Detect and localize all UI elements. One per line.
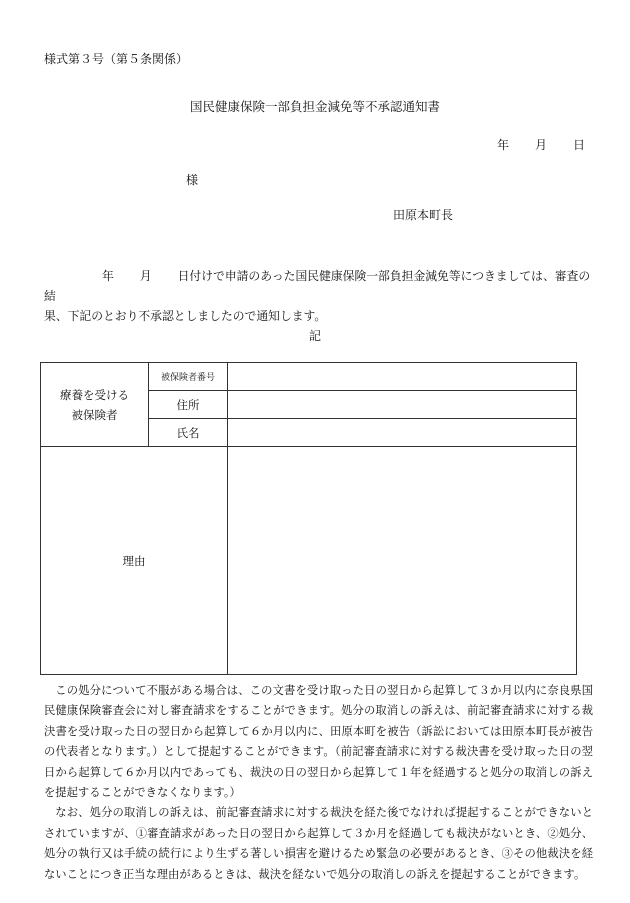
issue-date — [497, 136, 585, 153]
form-number: 様式第３号（第５条関係） — [44, 52, 189, 66]
insured-info-table — [40, 362, 577, 675]
address-label: 住所 — [149, 391, 228, 419]
date-year-label: 年 — [496, 138, 509, 152]
body-line-1: 日付けで申請のあった国民健康保険一部負担金減免等につきましては、審査の結 — [44, 269, 591, 303]
date-month-label: 月 — [534, 138, 547, 152]
name-label: 氏名 — [149, 419, 228, 447]
insured-label-cell — [41, 363, 149, 447]
date-day-label: 日 — [572, 138, 585, 152]
document-title: 国民健康保険一部負担金減免等不承認通知書 — [189, 99, 440, 114]
notice-paragraph-1: この処分について不服がある場合は、この文書を受け取った日の翌日から起算して３か月以内に奈良県国民健康保険審査会に対し審査請求をすることができます。処分の取消しの訴えは、前記審査請求に対する裁決書を受け取った日の翌日から起算して６か月以内に、田原本町を被告（訴訟においては田原本町長が被告の代表者となります。）として提起することができます。（前記審査請求に対する裁決書を受け取った日の翌日から起算して６か月以内であっても、裁決の日の翌日から起算して１年を経過すると処分の取消しの訴えを提起することができなくなります。） — [44, 684, 593, 800]
insured-number-field[interactable] — [228, 363, 577, 391]
body-line-2: 果、下記のとおり不承認としましたので通知します。 — [44, 309, 327, 323]
notice-paragraph-2: なお、処分の取消しの訴えは、前記審査請求に対する裁決を経た後でなければ提起することができないとされていますが、①審査請求があった日の翌日から起算して３か月を経過しても裁決がないとき、②処分、処分の執行又は手続の続行により生ずる著しい損害を避けるため緊急の必要があるとき、③その他裁決を経ないことにつき正当な理由があるときは、裁決を経ないで処分の取消しの訴えを提起することができます。 — [44, 806, 593, 881]
address-field[interactable] — [228, 391, 577, 419]
insured-label-line-2: 被保険者 — [71, 407, 118, 422]
insured-label-line-1: 療養を受ける — [60, 387, 129, 402]
appeal-notice — [44, 681, 593, 885]
reason-label: 理由 — [41, 447, 228, 675]
application-month-label: 月 — [139, 269, 152, 283]
reason-field[interactable] — [228, 447, 577, 675]
addressee-suffix: 様 — [186, 173, 199, 187]
application-year-label: 年 — [102, 269, 114, 283]
body-paragraph — [44, 266, 592, 326]
ki-heading: 記 — [308, 329, 321, 343]
issuer-name: 田原本町長 — [393, 208, 454, 222]
insured-number-label: 被保険者番号 — [149, 363, 228, 391]
name-field[interactable] — [228, 419, 577, 447]
